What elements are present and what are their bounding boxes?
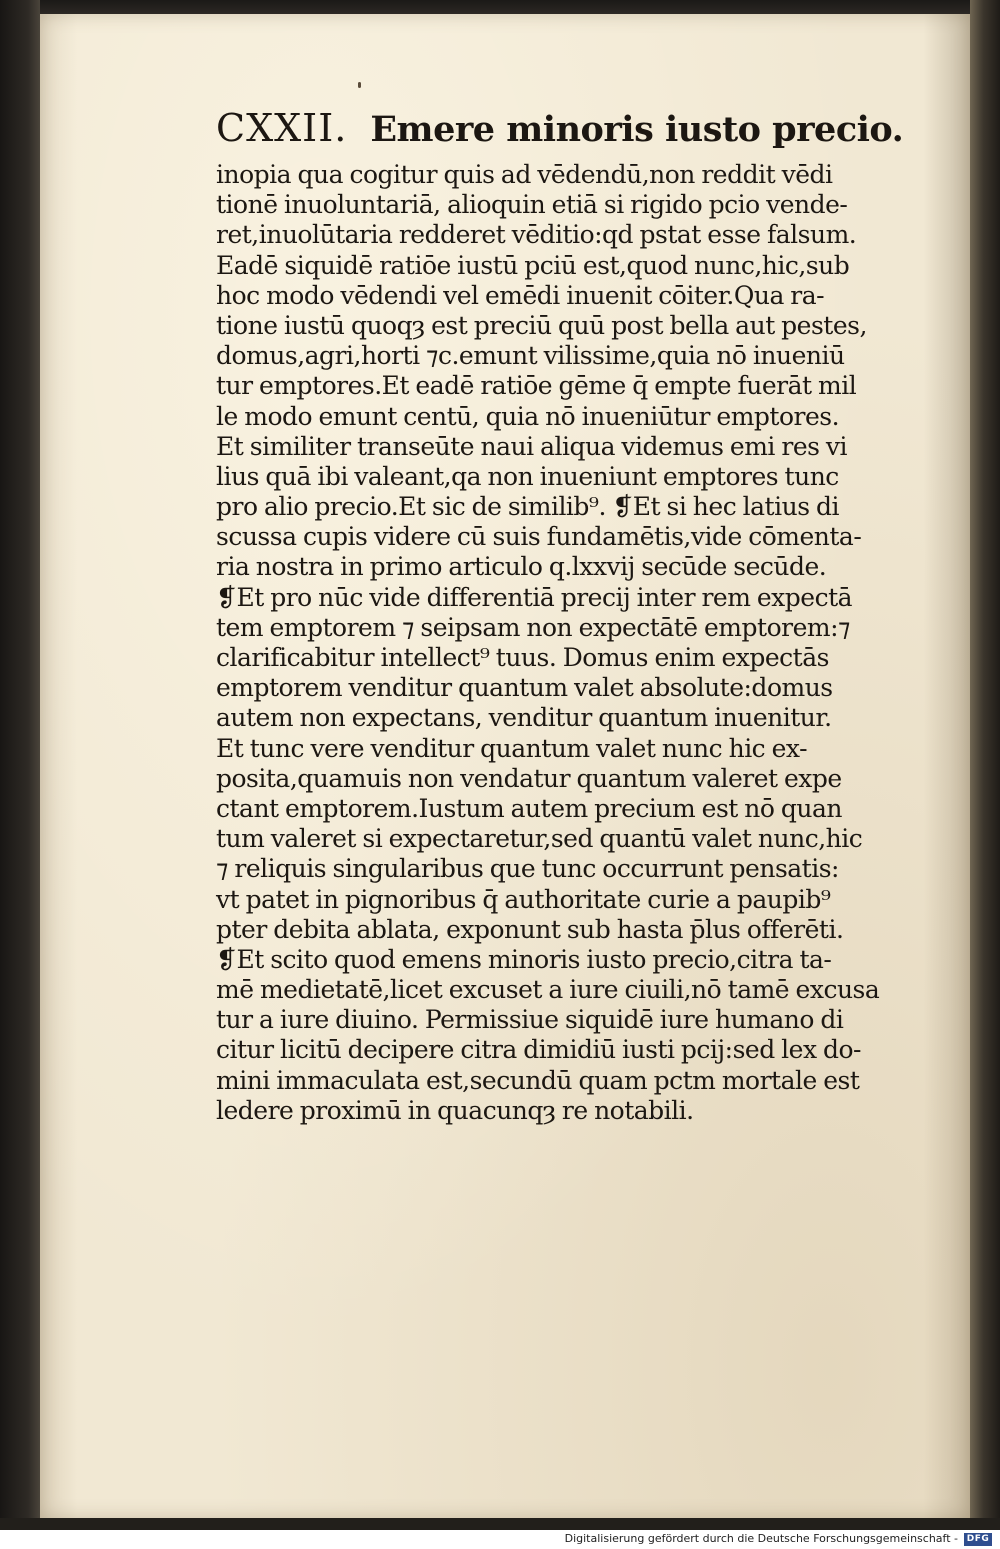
text-line: scussa cupis videre cū suis fundamētis,vide cōmenta- <box>216 522 862 552</box>
text-line: Et similiter transeūte naui aliqua videmus emi res vi <box>216 431 848 461</box>
text-line: ❡Et scito quod emens minoris iusto precio,citra ta- <box>216 944 832 974</box>
text-line: pter debita ablata, exponunt sub hasta p̄lus offerēti. <box>216 914 844 944</box>
text-line: le modo emunt centū, quia nō inueniūtur emptores. <box>216 401 840 431</box>
text-line: ret,inuolūtaria redderet vēditio:qd pstat esse falsum. <box>216 220 857 250</box>
text-line: mini immaculata est,secundū quam pctm mortale est <box>216 1065 860 1095</box>
scan-border-bottom <box>0 1518 1000 1530</box>
text-line: mē medietatē,licet excuset a iure ciuili,nō tamē excusa <box>216 975 880 1005</box>
text-line: Eadē siquidē ratiōe iustū pciū est,quod nunc,hic,sub <box>216 250 850 280</box>
text-line: Et tunc vere venditur quantum valet nunc hic ex- <box>216 733 808 763</box>
text-line: ria nostra in primo articulo q.lxxvij secūde secūde. <box>216 552 827 582</box>
text-line: clarificabitur intellect⁹ tuus. Domus enim expectās <box>216 643 829 672</box>
book-page-edge <box>970 0 1000 1530</box>
text-line: citur licitū decipere citra dimidiū iusti pcij:sed lex do- <box>216 1035 862 1065</box>
text-line: autem non expectans, venditur quantum inuenitur. <box>216 703 832 733</box>
text-line: ⁊ reliquis singularibus que tunc occurrunt pensatis: <box>216 854 839 884</box>
digitization-footer <box>0 1530 1000 1549</box>
text-line: lius quā ibi valeant,qa non inueniunt emptores tunc <box>216 461 839 491</box>
text-line: tum valeret si expectaretur,sed quantū valet nunc,hic <box>216 824 863 854</box>
scan-border-left <box>0 0 40 1530</box>
running-title: Emere minoris iusto precio. <box>370 109 904 150</box>
text-line: vt patet in pignoribus q̄ authoritate curie a paupib⁹ <box>216 884 831 914</box>
text-line: posita,quamuis non vendatur quantum valeret expe <box>216 763 842 793</box>
text-line: domus,agri,horti ⁊c.emunt vilissime,quia nō inueniū <box>216 341 845 371</box>
text-line: hoc modo vēdendi vel emēdi inuenit cōiter.Qua ra- <box>216 280 825 310</box>
ink-speck <box>358 82 361 88</box>
body-text-block <box>216 160 956 1126</box>
text-line: emptorem venditur quantum valet absolute:domus <box>216 673 833 703</box>
text-line: tur emptores.Et eadē ratiōe gēme q̄ empte fuerāt mil <box>216 371 857 401</box>
text-line: tur a iure diuino. Permissiue siquidē iure humano di <box>216 1005 844 1035</box>
text-line: ledere proximū in quacunqȝ re notabili. <box>216 1095 694 1125</box>
text-line: tionē inuoluntariā, alioquin etiā si rigido pcio vende- <box>216 190 848 220</box>
scan-border-top <box>0 0 1000 14</box>
page-heading <box>216 106 916 150</box>
text-line: inopia qua cogitur quis ad vēdendū,non reddit vēdi <box>216 160 833 189</box>
folio-number: CXXII. <box>216 106 348 150</box>
text-line: ctant emptorem.Iustum autem precium est nō quan <box>216 793 842 823</box>
text-line: tem emptorem ⁊ seipsam non expectātē emptorem:⁊ <box>216 612 850 642</box>
dfg-logo-icon: DFG <box>964 1533 992 1546</box>
text-line: pro alio precio.Et sic de similib⁹. ❡Et si hec latius di <box>216 492 839 522</box>
text-line: tione iustū quoqȝ est preciū quū post bella aut pestes, <box>216 310 867 340</box>
funding-credit: Digitalisierung gefördert durch die Deutsche Forschungsgemeinschaft - <box>564 1532 958 1545</box>
text-line: ❡Et pro nūc vide differentiā precij inter rem expectā <box>216 582 853 612</box>
